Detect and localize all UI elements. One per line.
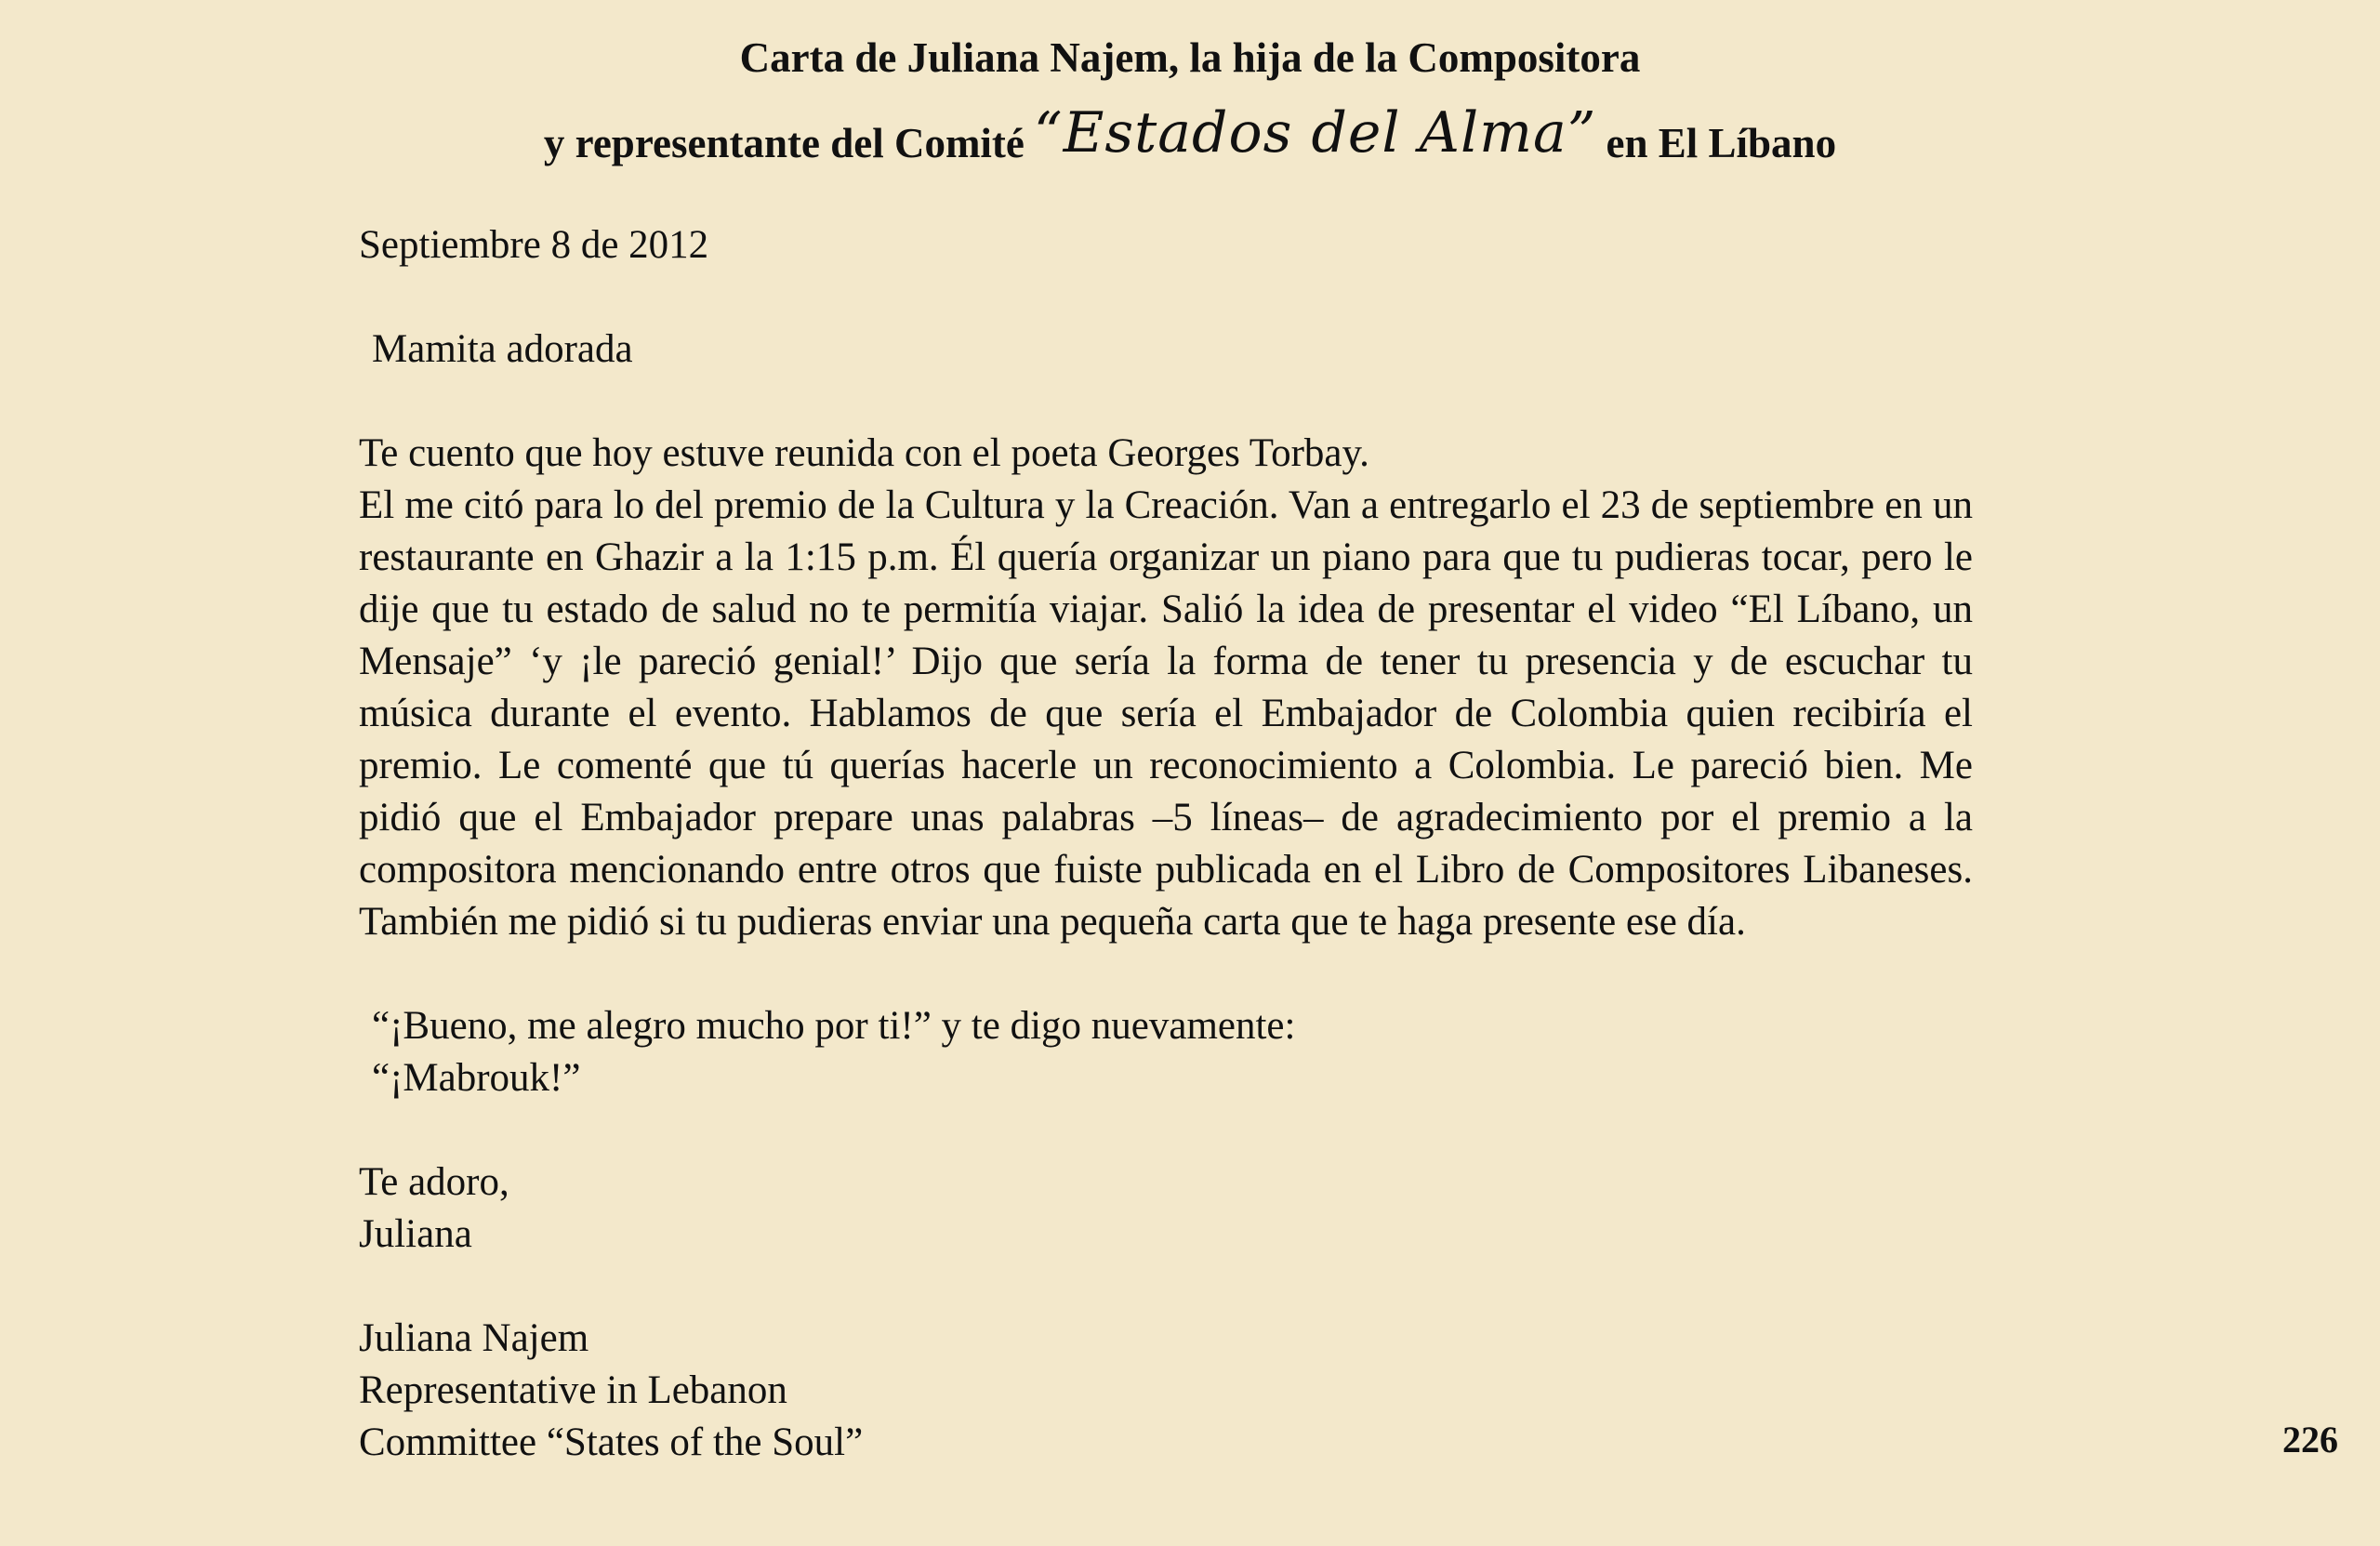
letter-quote-line-1: “¡Bueno, me alegro mucho por ti!” y te digo nuevamente: [372,1004,1296,1048]
letter-closing: Te adoro, [359,1160,509,1204]
letter-signature: Juliana [359,1212,472,1256]
spacer [359,1104,1973,1156]
signature-name: Juliana Najem [359,1316,589,1360]
signature-committee: Committee “States of the Soul” [359,1420,864,1464]
letter-date: Septiembre 8 de 2012 [359,223,709,267]
title-line-2-suffix: en El Líbano [1606,120,1837,166]
letter-body-first-line: Te cuento que hoy estuve reunida con el poeta Georges Torbay. [359,431,1369,475]
page-title [0,30,2380,86]
letter-body-paragraph: El me citó para lo del premio de la Cultura y la Creación. Van a entregarlo el 23 de septiembre en un restaurante en Ghazir a la 1:15 p.m. Él quería organizar un piano para que tu pudieras tocar, pero le dije que tu estado de salud no te permitía viajar. Salió la idea de presentar el video “El Líbano, un Mensaje” ‘y ¡le pareció genial!’ Dijo que sería la forma de tener tu presencia y de escuchar tu música durante el evento. Hablamos de que sería el Embajador de Colombia quien recibiría el premio. Le comenté que tú querías hacerle un reconocimiento a Colombia. Le pareció bien. Me pidió que el Embajador prepare unas palabras –5 líneas– de agradecimiento por el premio a la compositora mencionando entre otros que fuiste publicada en el Libro de Compositores Libaneses. También me pidió si tu pudieras enviar una pequeña carta que te haga presente ese día. [359,483,1973,944]
title-line-1: Carta de Juliana Najem, la hija de la Compositora [739,34,1641,81]
committee-name-script: “Estados del Alma” [1033,100,1597,165]
title-line-2-prefix: y representante del Comité [543,120,1025,166]
letter-body [359,219,1973,1469]
page-subtitle [0,100,2380,171]
signature-role: Representative in Lebanon [359,1368,787,1412]
letter-greeting: Mamita adorada [372,327,633,371]
letter-quote-line-2: “¡Mabrouk!” [372,1056,581,1100]
spacer [359,1261,1973,1313]
page-number: 226 [2282,1419,2338,1460]
